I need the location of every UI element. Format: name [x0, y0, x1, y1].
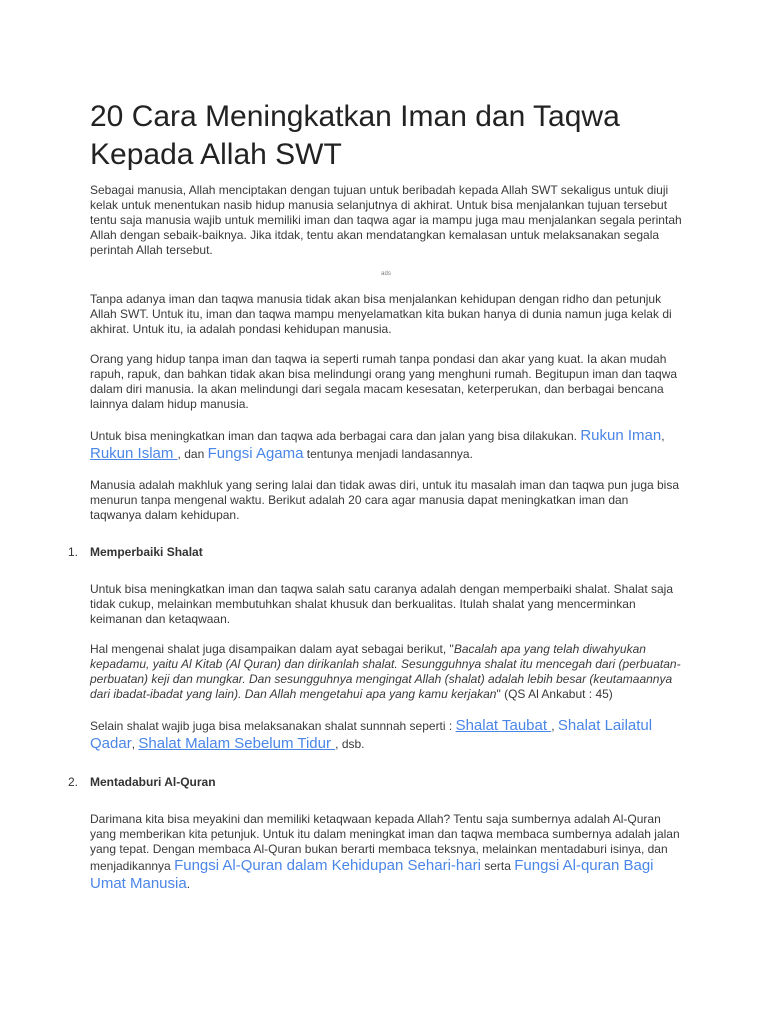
item-1-paragraph-3: [90, 717, 682, 753]
separator: ,: [335, 737, 342, 751]
link-rukun-iman[interactable]: Rukun Iman: [580, 427, 662, 444]
link-shalat-malam[interactable]: Shalat Malam Sebelum Tidur: [138, 735, 336, 752]
paragraph-2: Tanpa adanya iman dan taqwa manusia tidak akan bisa menjalankan kehidupan dengan ridho dan petunjuk Allah SWT. Untuk itu, iman dan taqwa mampu menyelamatkan kita bukan hanya di dunia namun juga kelak di akhirat. Untuk itu, ia adalah pondasi kehidupan manusia.: [90, 292, 672, 336]
list-item-1-heading: [68, 545, 682, 560]
item-1-p2-lead: Hal mengenai shalat juga disampaikan dalam ayat sebagai berikut, ": [90, 642, 454, 656]
separator: ,: [131, 737, 139, 751]
list-item-1-title: Memperbaiki Shalat: [90, 545, 203, 559]
link-fungsi-al-quran-umat[interactable]: Fungsi Al-quran Bagi Umat Manusia: [90, 857, 654, 892]
item-1-p3-tail: dsb.: [341, 737, 365, 751]
ads-label: ads: [381, 271, 391, 277]
link-rukun-islam[interactable]: Rukun Islam: [90, 445, 178, 462]
paragraph-5: Manusia adalah makhluk yang sering lalai dan tidak awas diri, untuk itu masalah iman dan taqwa pun juga bisa menurun tanpa mengenal waktu. Berikut adalah 20 cara agar manusia dapat meningkatkan iman dan taqwanya dalam kehidupan.: [90, 478, 680, 522]
item-1-paragraph-2: [90, 642, 682, 702]
item-1-p3-lead: Selain shalat wajib juga bisa melaksanakan shalat sunnnah seperti :: [90, 719, 456, 733]
intro-paragraph: Sebagai manusia, Allah menciptakan dengan tujuan untuk beribadah kepada Allah SWT sekaligus untuk diuji kelak untuk menentukan nasib hidup manusia selanjutnya di akhirat. Untuk bisa menjalankan tujuan tersebut tentu saja manusia wajib untuk memiliki iman dan taqwa agar ia mampu juga mau menjalankan segala perintah Allah dengan sebaik-baiknya. Jika itdak, tentu akan mendatangkan kemalasan untuk melaksanakan segala perintah Allah tersebut.: [90, 183, 682, 257]
list-item-2-heading: [68, 775, 682, 790]
list-item-2-title: Mentadaburi Al-Quran: [90, 775, 216, 789]
paragraph-3: Orang yang hidup tanpa iman dan taqwa ia seperti rumah tanpa pondasi dan akar yang kuat. Ia akan mudah rapuh, rapuk, dan bahkan tidak akan bisa melindungi orang yang menghuni rumah. Begitupun iman dan taqwa dalam diri manusia. Ia akan melindungi dari segala macam kesesatan, keterperukan, dan berbagai bencana lainnya dalam hidup manusia.: [90, 352, 678, 411]
separator: ,: [551, 719, 558, 733]
list-number: 1.: [68, 545, 79, 559]
paragraph-4-lead: Untuk bisa meningkatkan iman dan taqwa ada berbagai cara dan jalan yang bisa dilakukan.: [90, 429, 581, 443]
article-body: [68, 98, 682, 908]
separator: serta: [480, 859, 515, 873]
list-number: 2.: [68, 775, 79, 789]
link-shalat-taubat[interactable]: Shalat Taubat: [455, 717, 552, 734]
link-fungsi-al-quran-kehidupan[interactable]: Fungsi Al-Quran dalam Kehidupan Sehari-hari: [174, 857, 481, 874]
paragraph-4: [90, 427, 682, 463]
quote-citation: " (QS Al Ankabut : 45): [496, 687, 613, 701]
article-title: 20 Cara Meningkatkan Iman dan Taqwa Kepada Allah SWT: [90, 100, 620, 171]
link-shalat-lailatul-qadar[interactable]: Shalat Lailatul Qadar: [90, 717, 653, 752]
paragraph-4-tail: tentunya menjadi landasannya.: [303, 447, 473, 461]
item-2-p1-tail: .: [186, 877, 191, 891]
separator: , dan: [177, 447, 208, 461]
item-2-p1-lead: Darimana kita bisa meyakini dan memiliki ketaqwaan kepada Allah? Tentu saja sumbernya adalah Al-Quran yang memberikan kita petunjuk. Untuk itu dalam meningkat iman dan taqwa membaca sumbernya adalah jalan yang tepat. Dengan membaca Al-Quran bukan berarti membaca teksnya, melainkan mentadaburi isinya, dan menjadikannya: [90, 812, 680, 873]
item-1-paragraph-1: Untuk bisa meningkatkan iman dan taqwa salah satu caranya adalah dengan memperbaiki shalat. Shalat saja tidak cukup, melainkan membutuhkan shalat khusuk dan berkualitas. Itulah shalat yang mencerminkan keimanan dan ketaqwaan.: [90, 582, 674, 626]
item-2-paragraph-1: [90, 812, 682, 893]
link-fungsi-agama[interactable]: Fungsi Agama: [207, 445, 304, 462]
separator: ,: [661, 429, 665, 443]
quran-quote: Bacalah apa yang telah diwahyukan kepadamu, yaitu Al Kitab (Al Quran) dan dirikanlah shalat. Sesungguhnya shalat itu mencegah dari (perbuatan- perbuatan) keji dan mungkar. Dan sesungguhnya mengingat Allah (shalat) adalah lebih besar (keutamaannya dari ibadat-ibadat yang lain). Dan Allah mengetahui apa yang kamu kerjakan: [90, 642, 681, 701]
